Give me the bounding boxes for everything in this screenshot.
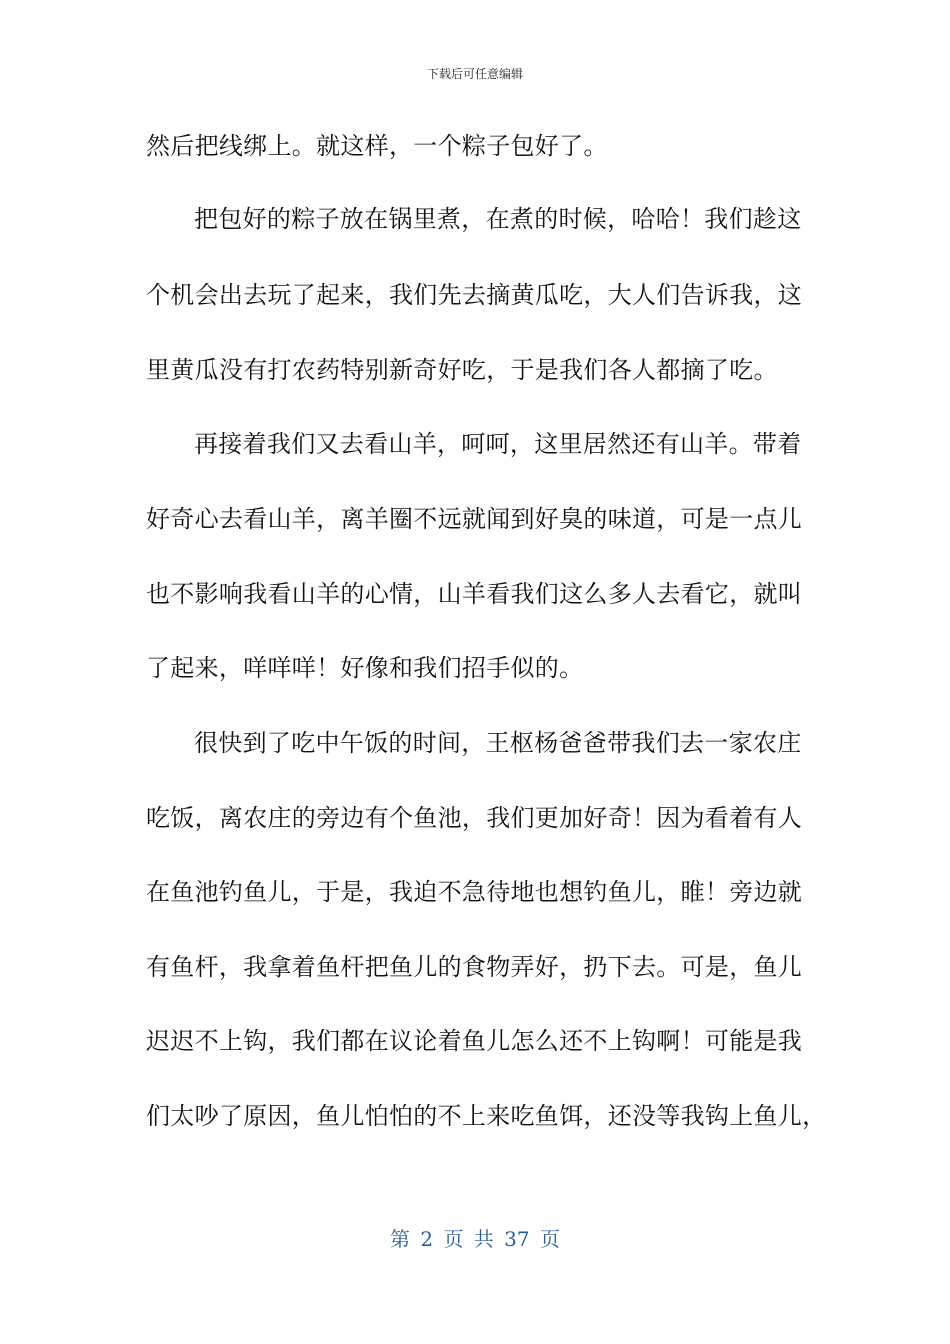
body-line-12: 有鱼杆，我拿着鱼杆把鱼儿的食物弄好，扔下去。可是，鱼儿	[146, 953, 803, 981]
body-line-3: 个机会出去玩了起来，我们先去摘黄瓜吃，大人们告诉我，这	[146, 281, 803, 309]
body-line-8: 了起来，咩咩咩！好像和我们招手似的。	[146, 654, 584, 682]
body-line-7: 也不影响我看山羊的心情，山羊看我们这么多人去看它，就叫	[146, 580, 803, 608]
body-line-1: 然后把线绑上。就这样，一个粽子包好了。	[146, 132, 608, 160]
body-line-2: 把包好的粽子放在锅里煮，在煮的时候，哈哈！我们趁这	[194, 205, 802, 233]
page-footer: 第 2 页 共 37 页	[390, 1227, 560, 1251]
page-header: 下载后可任意编辑	[426, 67, 523, 81]
body-line-9: 很快到了吃中午饭的时间，王枢杨爸爸带我们去一家农庄	[194, 729, 802, 757]
body-line-6: 好奇心去看山羊，离羊圈不远就闻到好臭的味道，可是一点儿	[146, 505, 803, 533]
body-line-13: 迟迟不上钩，我们都在议论着鱼儿怎么还不上钩啊！可能是我	[146, 1027, 803, 1055]
body-line-11: 在鱼池钓鱼儿，于是，我迫不急待地也想钓鱼儿，睢！旁边就	[146, 878, 803, 906]
body-line-4: 里黄瓜没有打农药特别新奇好吃，于是我们各人都摘了吃。	[146, 356, 778, 384]
body-line-10: 吃饭，离农庄的旁边有个鱼池，我们更加好奇！因为看着有人	[146, 804, 803, 832]
body-line-5: 再接着我们又去看山羊，呵呵，这里居然还有山羊。带着	[194, 430, 802, 458]
body-line-14: 们太吵了原因，鱼儿怕怕的不上来吃鱼饵，还没等我钩上鱼儿，	[146, 1102, 827, 1130]
